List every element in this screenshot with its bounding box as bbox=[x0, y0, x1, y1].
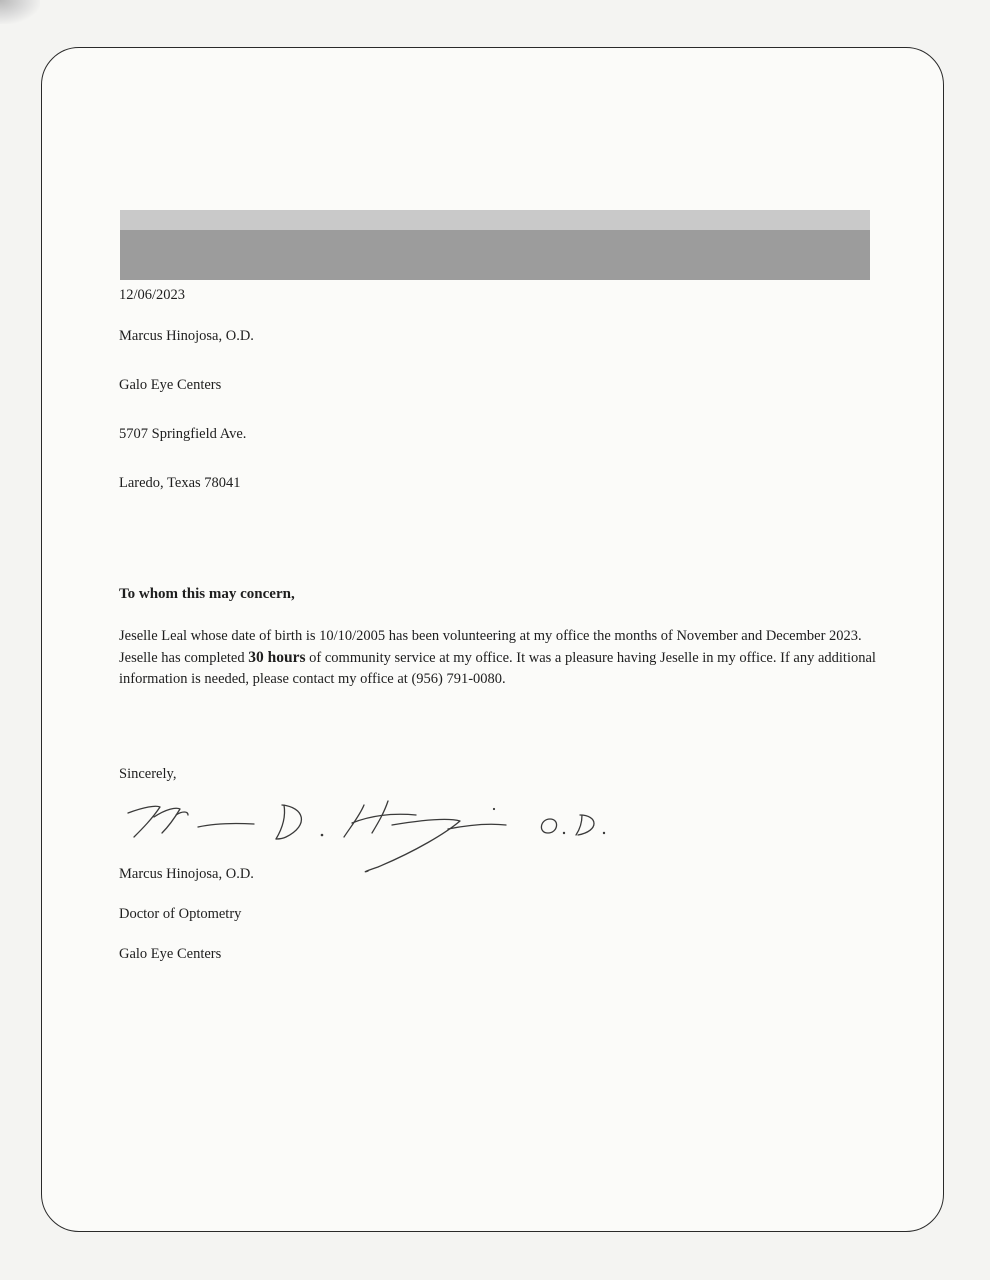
sender-name: Marcus Hinojosa, O.D. bbox=[119, 328, 254, 344]
sender-city-state-zip: Laredo, Texas 78041 bbox=[119, 475, 241, 491]
letter-body bbox=[119, 626, 879, 690]
letter-page bbox=[41, 47, 944, 1232]
sender-organization: Galo Eye Centers bbox=[119, 377, 222, 393]
signoff-organization: Galo Eye Centers bbox=[119, 946, 222, 962]
greeting: To whom this may concern, bbox=[119, 586, 295, 602]
body-hours: 30 hours bbox=[248, 649, 306, 666]
page-shadow-corner bbox=[0, 0, 40, 24]
signoff-title: Doctor of Optometry bbox=[119, 906, 242, 922]
header-band bbox=[120, 210, 870, 280]
header-band-dark bbox=[120, 230, 870, 280]
body-part-1: Jeselle Leal whose date of birth is 10/10/2005 has been volunteering at my office the months of November and December 2023. Jeselle has completed bbox=[119, 628, 862, 666]
sender-street: 5707 Springfield Ave. bbox=[119, 426, 247, 442]
header-band-light bbox=[120, 210, 870, 230]
signoff-name: Marcus Hinojosa, O.D. bbox=[119, 866, 254, 882]
body-part-2: of community service at my office. It was a pleasure having Jeselle in my office. If any additional information is needed, please contact my office at (956) 791-0080. bbox=[119, 650, 876, 687]
letter-date: 12/06/2023 bbox=[119, 287, 186, 303]
closing: Sincerely, bbox=[119, 766, 177, 782]
